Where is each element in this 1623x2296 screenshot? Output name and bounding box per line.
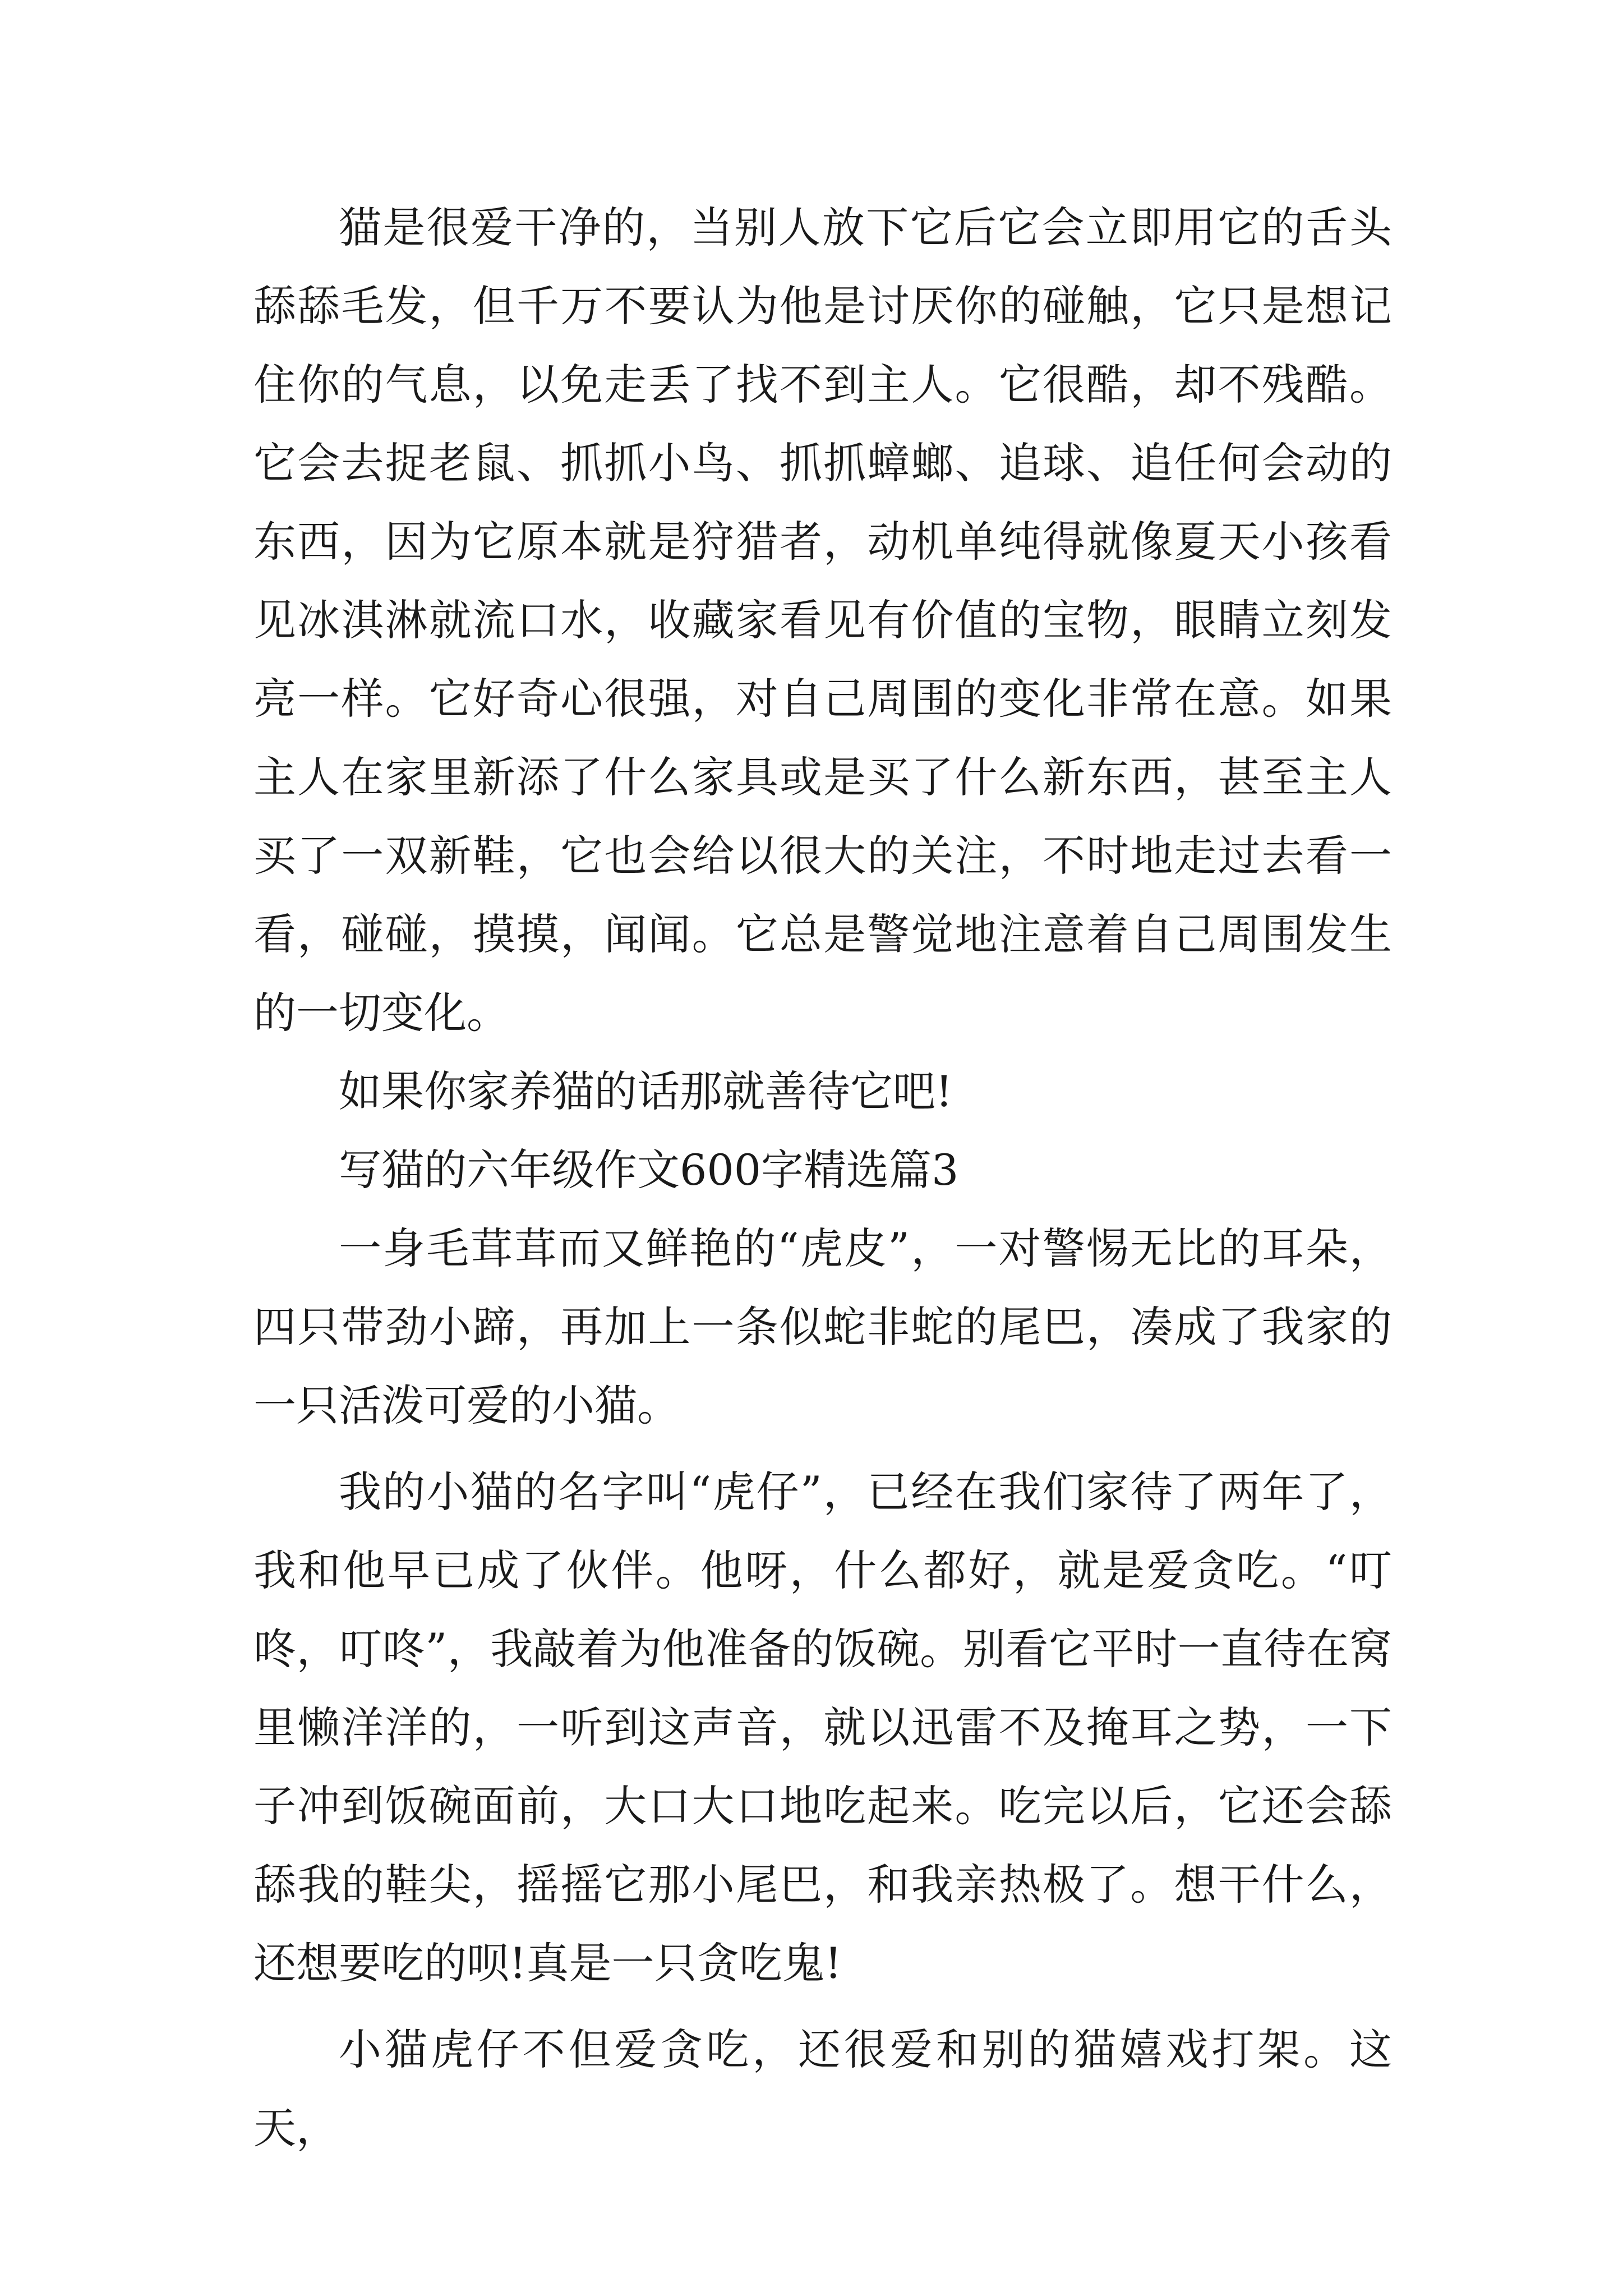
paragraph-cat-play-fight: 小猫虎仔不但爱贪吃，还很爱和别的猫嬉戏打架。这天， [253,2024,1392,2153]
document-body [253,188,1392,2168]
paragraph-cat-name-huzai: 我的小猫的名字叫“虎仔”，已经在我们家待了两年了，我和他早已成了伙伴。他呀，什么都好，就是爱贪吃。“叮咚，叮咚”，我敲着为他准备的饭碗。别看它平时一直待在窝里懒洋洋的，一听到这声音，就以迅雷不及掩耳之势，一下子冲到饭碗面前，大口大口地吃起来。吃完以后，它还会舔舔我的鞋尖，摇摇它那小尾巴，和我亲热极了。想干什么，还想要吃的呗!真是一只贪吃鬼! [253,1467,1392,1988]
section-heading: 写猫的六年级作文600字精选篇3 [339,1145,959,1195]
paragraph-treat-cat-well: 如果你家养猫的话那就善待它吧! [339,1066,953,1116]
paragraph-cat-description: 一身毛茸茸而又鲜艳的“虎皮”，一对警惕无比的耳朵，四只带劲小蹄，再加上一条似蛇非蛇的尾巴，凑成了我家的一只活泼可爱的小猫。 [253,1223,1392,1430]
paragraph-cat-clean: 猫是很爱干净的，当别人放下它后它会立即用它的舌头舔舔毛发，但千万不要认为他是讨厌你的碰触，它只是想记住你的气息，以免走丢了找不到主人。它很酷，却不残酷。它会去捉老鼠、抓抓小鸟、抓抓蟑螂、追球、追任何会动的东西，因为它原本就是狩猎者，动机单纯得就像夏天小孩看见冰淇淋就流口水，收藏家看见有价值的宝物，眼睛立刻发亮一样。它好奇心很强，对自己周围的变化非常在意。如果主人在家里新添了什么家具或是买了什么新东西，甚至主人买了一双新鞋，它也会给以很大的关注，不时地走过去看一看，碰碰，摸摸，闻闻。它总是警觉地注意着自己周围发生的一切变化。 [253,203,1392,1038]
